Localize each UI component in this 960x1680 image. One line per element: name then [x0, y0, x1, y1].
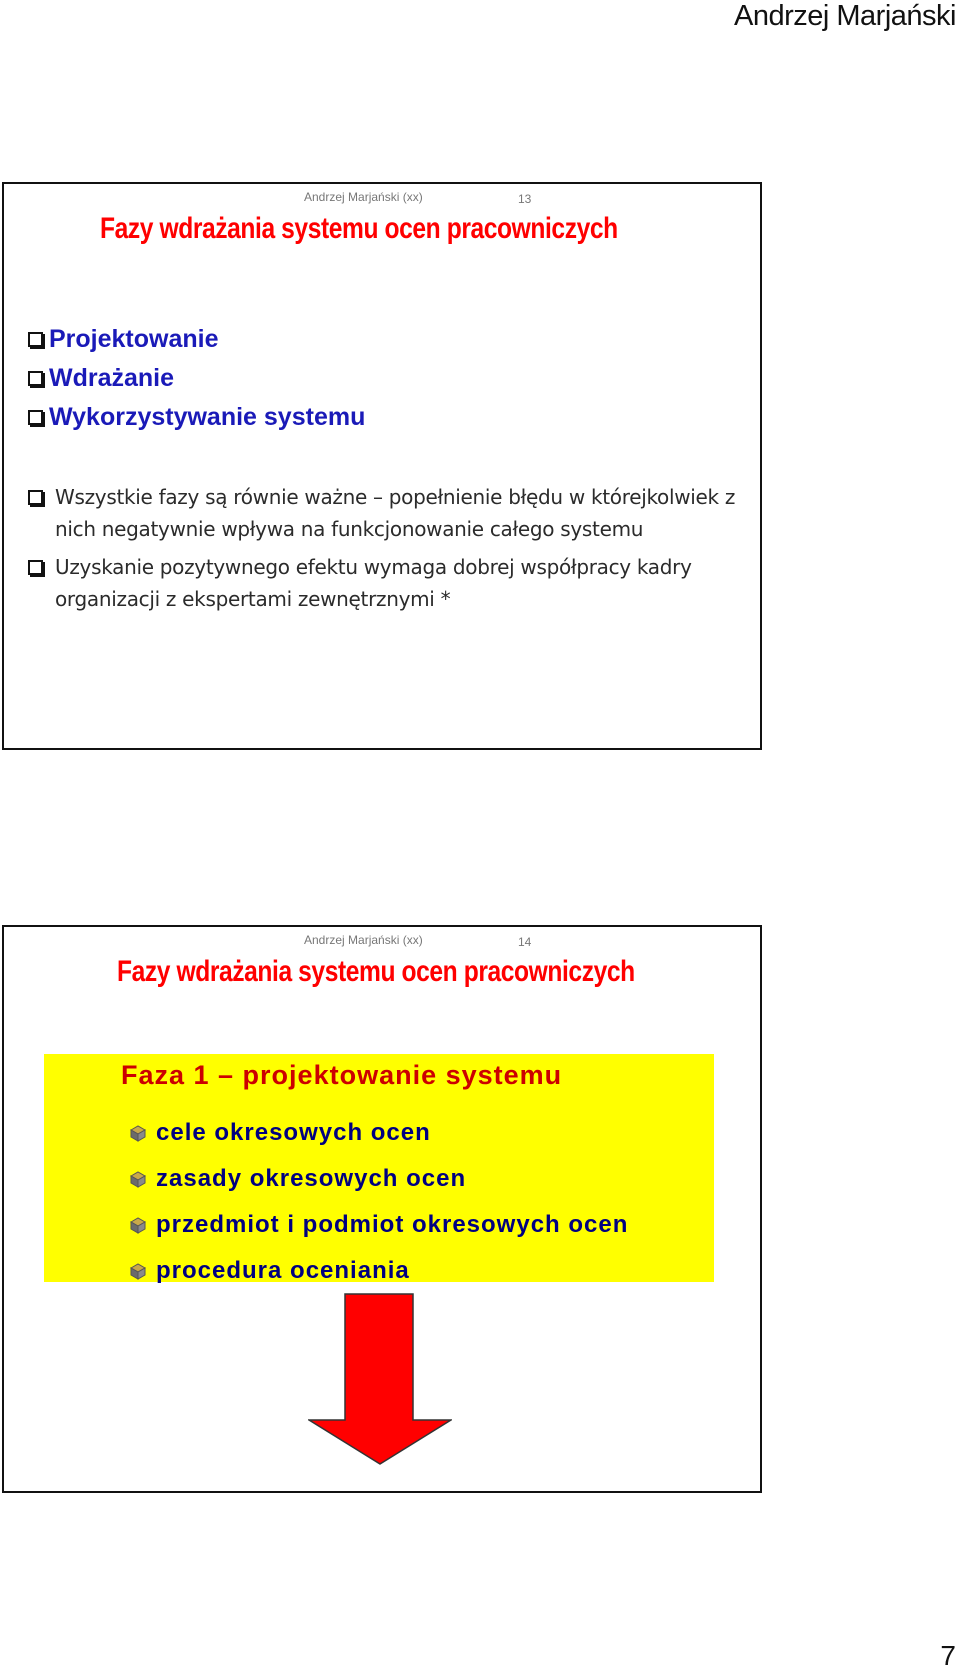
list-item	[28, 551, 748, 615]
list-item	[28, 481, 748, 545]
slide-title: Fazy wdrażania systemu ocen pracowniczych	[100, 212, 618, 245]
slide-number: 14	[518, 935, 532, 949]
list-item	[128, 1110, 628, 1156]
slide-title: Fazy wdrażania systemu ocen pracowniczych	[117, 955, 635, 988]
list-item	[28, 320, 365, 359]
phase-item-text: procedura oceniania	[156, 1257, 410, 1284]
slide-number: 13	[518, 192, 532, 206]
slide-meta-author: Andrzej Marjański (xx)	[304, 933, 423, 947]
note-text: Uzyskanie pozytywnego efektu wymaga dobrej współpracy kadry organizacji z ekspertami zewnętrznymi *	[55, 555, 692, 611]
page-number: 7	[940, 1640, 956, 1671]
phase-items-list	[128, 1110, 628, 1294]
slide-meta	[304, 933, 544, 951]
phase-title: Faza 1 – projektowanie systemu	[121, 1060, 563, 1090]
checkbox-icon	[28, 371, 43, 386]
phase-item-text: zasady okresowych ocen	[156, 1165, 467, 1192]
notes-list	[28, 481, 748, 621]
down-arrow-icon	[308, 1293, 452, 1465]
list-item	[128, 1156, 628, 1202]
slide-14	[2, 925, 762, 1493]
cube-bullet-icon	[128, 1262, 148, 1280]
list-item	[28, 398, 365, 437]
slide-meta	[304, 190, 544, 208]
heading-projektowanie: Projektowanie	[49, 325, 219, 353]
checkbox-icon	[28, 560, 43, 575]
list-item	[128, 1248, 628, 1294]
cube-bullet-icon	[128, 1170, 148, 1188]
list-item	[28, 359, 365, 398]
phase-heading-list	[28, 320, 365, 437]
slide-13	[2, 182, 762, 750]
checkbox-icon	[28, 410, 43, 425]
phase-item-text: cele okresowych ocen	[156, 1119, 431, 1146]
cube-bullet-icon	[128, 1124, 148, 1142]
phase-item-text: przedmiot i podmiot okresowych ocen	[156, 1211, 629, 1238]
checkbox-icon	[28, 332, 43, 347]
note-text: Wszystkie fazy są równie ważne – popełnienie błędu w którejkolwiek z nich negatywnie wpływa na funkcjonowanie całego systemu	[55, 485, 736, 541]
cube-bullet-icon	[128, 1216, 148, 1234]
heading-wdrazanie: Wdrażanie	[49, 364, 175, 392]
list-item	[128, 1202, 628, 1248]
checkbox-icon	[28, 490, 43, 505]
heading-wykorzystywanie: Wykorzystywanie systemu	[49, 403, 366, 431]
slide-meta-author: Andrzej Marjański (xx)	[304, 190, 423, 204]
page-header-author: Andrzej Marjański	[734, 0, 956, 32]
phase-box	[44, 1054, 714, 1282]
